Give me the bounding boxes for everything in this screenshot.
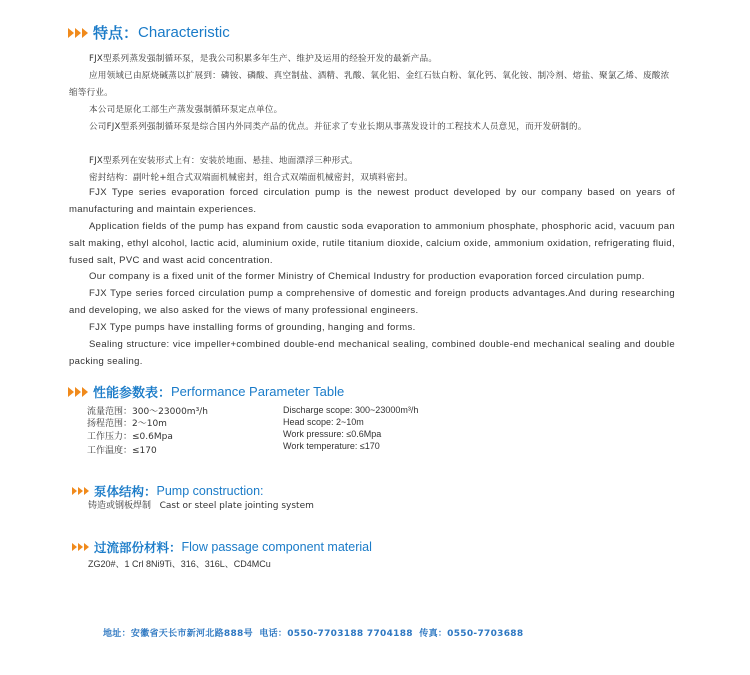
cn-paragraph-6: 密封结构：副叶轮+组合式双端面机械密封，组合式双端面机械密封，双填料密封。 <box>89 173 413 183</box>
cn-paragraph-3: 本公司是原化工部生产蒸发强制循环泵定点单位。 <box>89 105 283 115</box>
construction-text: 铸造或钢板焊制 Cast or steel plate jointing system <box>88 501 314 511</box>
double-arrow-icon <box>72 487 90 495</box>
en-param-temperature: Work temperature: ≤170 <box>283 441 380 451</box>
en-paragraph-6: Sealing structure: vice impeller+combined double-end mechanical sealing, combined double-end mechanical sealing and double packing sealing. <box>69 339 675 367</box>
double-arrow-icon <box>72 543 90 551</box>
performance-heading-en: Performance Parameter Table <box>171 384 345 399</box>
cn-paragraph-5: FJX型系列在安装形式上有：安装於地面、悬挂、地面漂浮三种形式。 <box>89 156 358 166</box>
en-paragraph-2: Application fields of the pump has expand from caustic soda evaporation to ammonium phosphate, phosphoric acid, vacuum pan salt making, ethyl alcohol, lactic acid, aluminium oxide, rutile titanium dioxide, calcium oxide, ammonium oxidation, refrigerating fluid, fused salt, PVC and wast acid concentration. <box>69 221 675 266</box>
cn-param-pressure: 工作压力：≤0.6Mpa <box>87 432 173 442</box>
construction-heading-en: Pump construction: <box>156 484 264 498</box>
double-arrow-icon <box>68 28 89 38</box>
en-paragraph-5: FJX Type pumps have installing forms of grounding, hanging and forms. <box>89 322 416 333</box>
footer-fax: 传真：0550-7703688 <box>419 629 524 639</box>
contact-footer <box>103 626 526 639</box>
cn-paragraph-2: 应用领域已由原烧碱蒸以扩展到：磷铵、磷酸、真空制盐、酒精、乳酸、氧化铝、金红石钛白粉、氧化钙、氧化铵、制冷剂、熔盐、聚氯乙烯、废酸浓缩等行业。 <box>69 71 670 98</box>
characteristic-heading-cn: 特点： <box>93 24 139 42</box>
en-paragraph-1: FJX Type series evaporation forced circulation pump is the newest product developed by our company based on years of manufacturing and maintain experiences. <box>69 187 675 215</box>
cn-param-head: 扬程范围：2～10m <box>87 419 167 429</box>
construction-heading <box>72 482 264 500</box>
material-text: ZG20#、1 Crl 8Ni9Ti、316、316L、CD4MCu <box>88 559 271 569</box>
footer-phone: 电话：0550-7703188 7704188 <box>259 629 413 639</box>
double-arrow-icon <box>68 387 89 397</box>
en-param-head: Head scope: 2~10m <box>283 417 364 427</box>
cn-paragraph-4: 公司FJX型系列强制循环泵是综合国内外同类产品的优点。并征求了专业长期从事蒸发设计的工程技术人员意见，而开发研制的。 <box>89 122 587 132</box>
material-heading-en: Flow passage component material <box>181 540 372 554</box>
en-param-pressure: Work pressure: ≤0.6Mpa <box>283 429 382 439</box>
en-param-flow: Discharge scope: 300~23000m³/h <box>283 405 419 415</box>
material-heading-cn: 过流部份材料： <box>94 540 182 555</box>
cn-param-temperature: 工作温度：≤170 <box>87 446 157 456</box>
cn-param-flow: 流量范围：300～23000m³/h <box>87 407 208 417</box>
characteristic-heading-en: Characteristic <box>138 24 230 41</box>
footer-address: 地址：安徽省天长市新河北路888号 <box>103 629 253 639</box>
performance-heading <box>68 382 344 401</box>
material-heading <box>72 538 372 556</box>
construction-heading-cn: 泵体结构： <box>94 484 157 499</box>
en-paragraph-3: Our company is a fixed unit of the former Ministry of Chemical Industry for production evaporation forced circulation pump. <box>89 271 645 282</box>
characteristic-heading <box>68 22 230 43</box>
en-paragraph-4: FJX Type series forced circulation pump a comprehensive of domestic and foreign products advantages.And during researching and developing, we also asked for the views of many professional engineers. <box>69 288 675 316</box>
cn-paragraph-1: FJX型系列蒸发强制循环泵，是我公司积累多年生产、维护及运用的经验开发的最新产品。 <box>89 54 438 64</box>
performance-heading-cn: 性能参数表： <box>93 386 172 401</box>
